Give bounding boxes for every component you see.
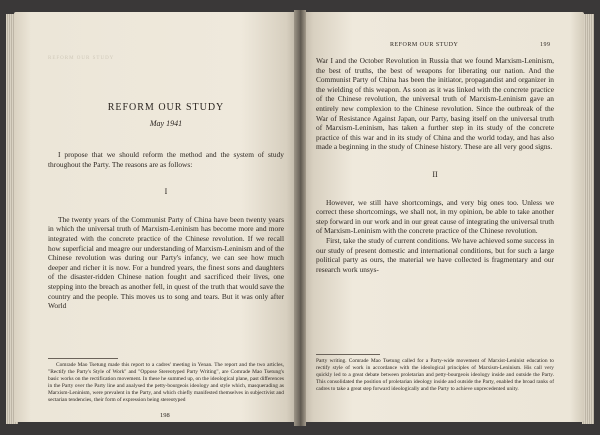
- footnote-rule-right: [316, 354, 380, 355]
- right-footnote: [316, 358, 554, 393]
- footnote-text-left: Comrade Mao Tsetung made this report to a cadres' meeting in Yenan. The report and the two articles, "Rectify the Party's Style of Work" and "Oppose Stereotyped Party Writing", are Comrade Mao Tsetung's basic works on the rectification movement. In these he summed up, on the ideological plane, past differences in the Party over the Party line and analysed the petty-bourgeois ideology and style which, masquerading as Marxism-Leninism, were prevalent in the Party, and which chiefly manifested themselves in subjectivist and sectarian tendencies, their form of expression being stereotyped: [48, 362, 284, 404]
- paragraph-3: First, take the study of current conditions. We have achieved some success in our study of present domestic and international conditions, but for such a large political party as ours, the material we have collected is fragmentary and our research work unsys-: [316, 235, 554, 274]
- footnote-text-right: Party writing. Comrade Mao Tsetung called for a Party-wide movement of Marxist-Leninist education to rectify style of work in accordance with the ideological principles of Marxism-Leninism. His call very quickly led to a great debate between proletarian and petty-bourgeois ideology inside and outside the Party. This consolidated the position of proletarian ideology inside and outside the Party, enabled the broad ranks of cadres to take a great step forward ideologically and the Party to achieve unprecedented unity.: [316, 358, 554, 393]
- section-numeral-ii: II: [432, 169, 438, 179]
- chapter-date: May 1941: [149, 119, 183, 128]
- open-book: [6, 4, 594, 431]
- chapter-title: REFORM OUR STUDY: [107, 102, 225, 113]
- paragraph-1: The twenty years of the Communist Party of China have been twenty years in which the universal truth of Marxism-Leninism has become more and more integrated with the concrete practice of the Chinese revolution. If we recall how superficial and meagre our understanding of Marxism-Leninism and of the Chinese revolution was during our Party's infancy, we can see how much deeper and richer it is now. For a hundred years, the finest sons and daughters of the disaster-ridden Chinese nation fought and sacrificed their lives, one stepping into the breach as another fell, in quest of the truth that would save the country and the people. This moves us to song and tears. But it was only after World: [48, 214, 284, 311]
- left-body: [48, 150, 284, 311]
- right-page: [302, 12, 584, 422]
- section-numeral-i: I: [164, 187, 168, 197]
- running-head-title: REFORM OUR STUDY: [390, 42, 459, 48]
- left-page: [14, 12, 298, 422]
- right-page-number: 199: [540, 42, 551, 48]
- faint-running-head: REFORM OUR STUDY: [48, 56, 115, 61]
- paragraph-continued: War I and the October Revolution in Russia that we found Marxism-Leninism, the best of truths, the best of weapons for liberating our nation. And the Communist Party of China has been the initiator, propagandist and organizer in the wielding of this weapon. As soon as it was linked with the concrete practice of the Chinese revolution, the universal truth of Marxism-Leninism gave an entirely new complexion to the Chinese revolution. Since the outbreak of the War of Resistance Against Japan, our Party, basing itself on the universal truth of Marxism-Leninism, has taken a further step in its study of the concrete practice of this war and in its study of China and the world today, and has also made a beginning in the study of Chinese history. These are all very good signs.: [316, 56, 554, 152]
- intro-paragraph: I propose that we should reform the method and the system of study throughout the Party. The reasons are as follows:: [48, 150, 284, 169]
- footnote-rule-left: [48, 358, 118, 359]
- right-body: [316, 56, 554, 274]
- book-gutter: [294, 10, 306, 426]
- left-footnote: [48, 362, 284, 405]
- left-page-number: 198: [160, 412, 170, 419]
- paragraph-2: However, we still have shortcomings, and very big ones too. Unless we correct these shortcomings, we shall not, in my opinion, be able to take another step forward in our work and in our great cause of integrating the universal truth of Marxism-Leninism with the concrete practice of the Chinese revolution.: [316, 197, 554, 236]
